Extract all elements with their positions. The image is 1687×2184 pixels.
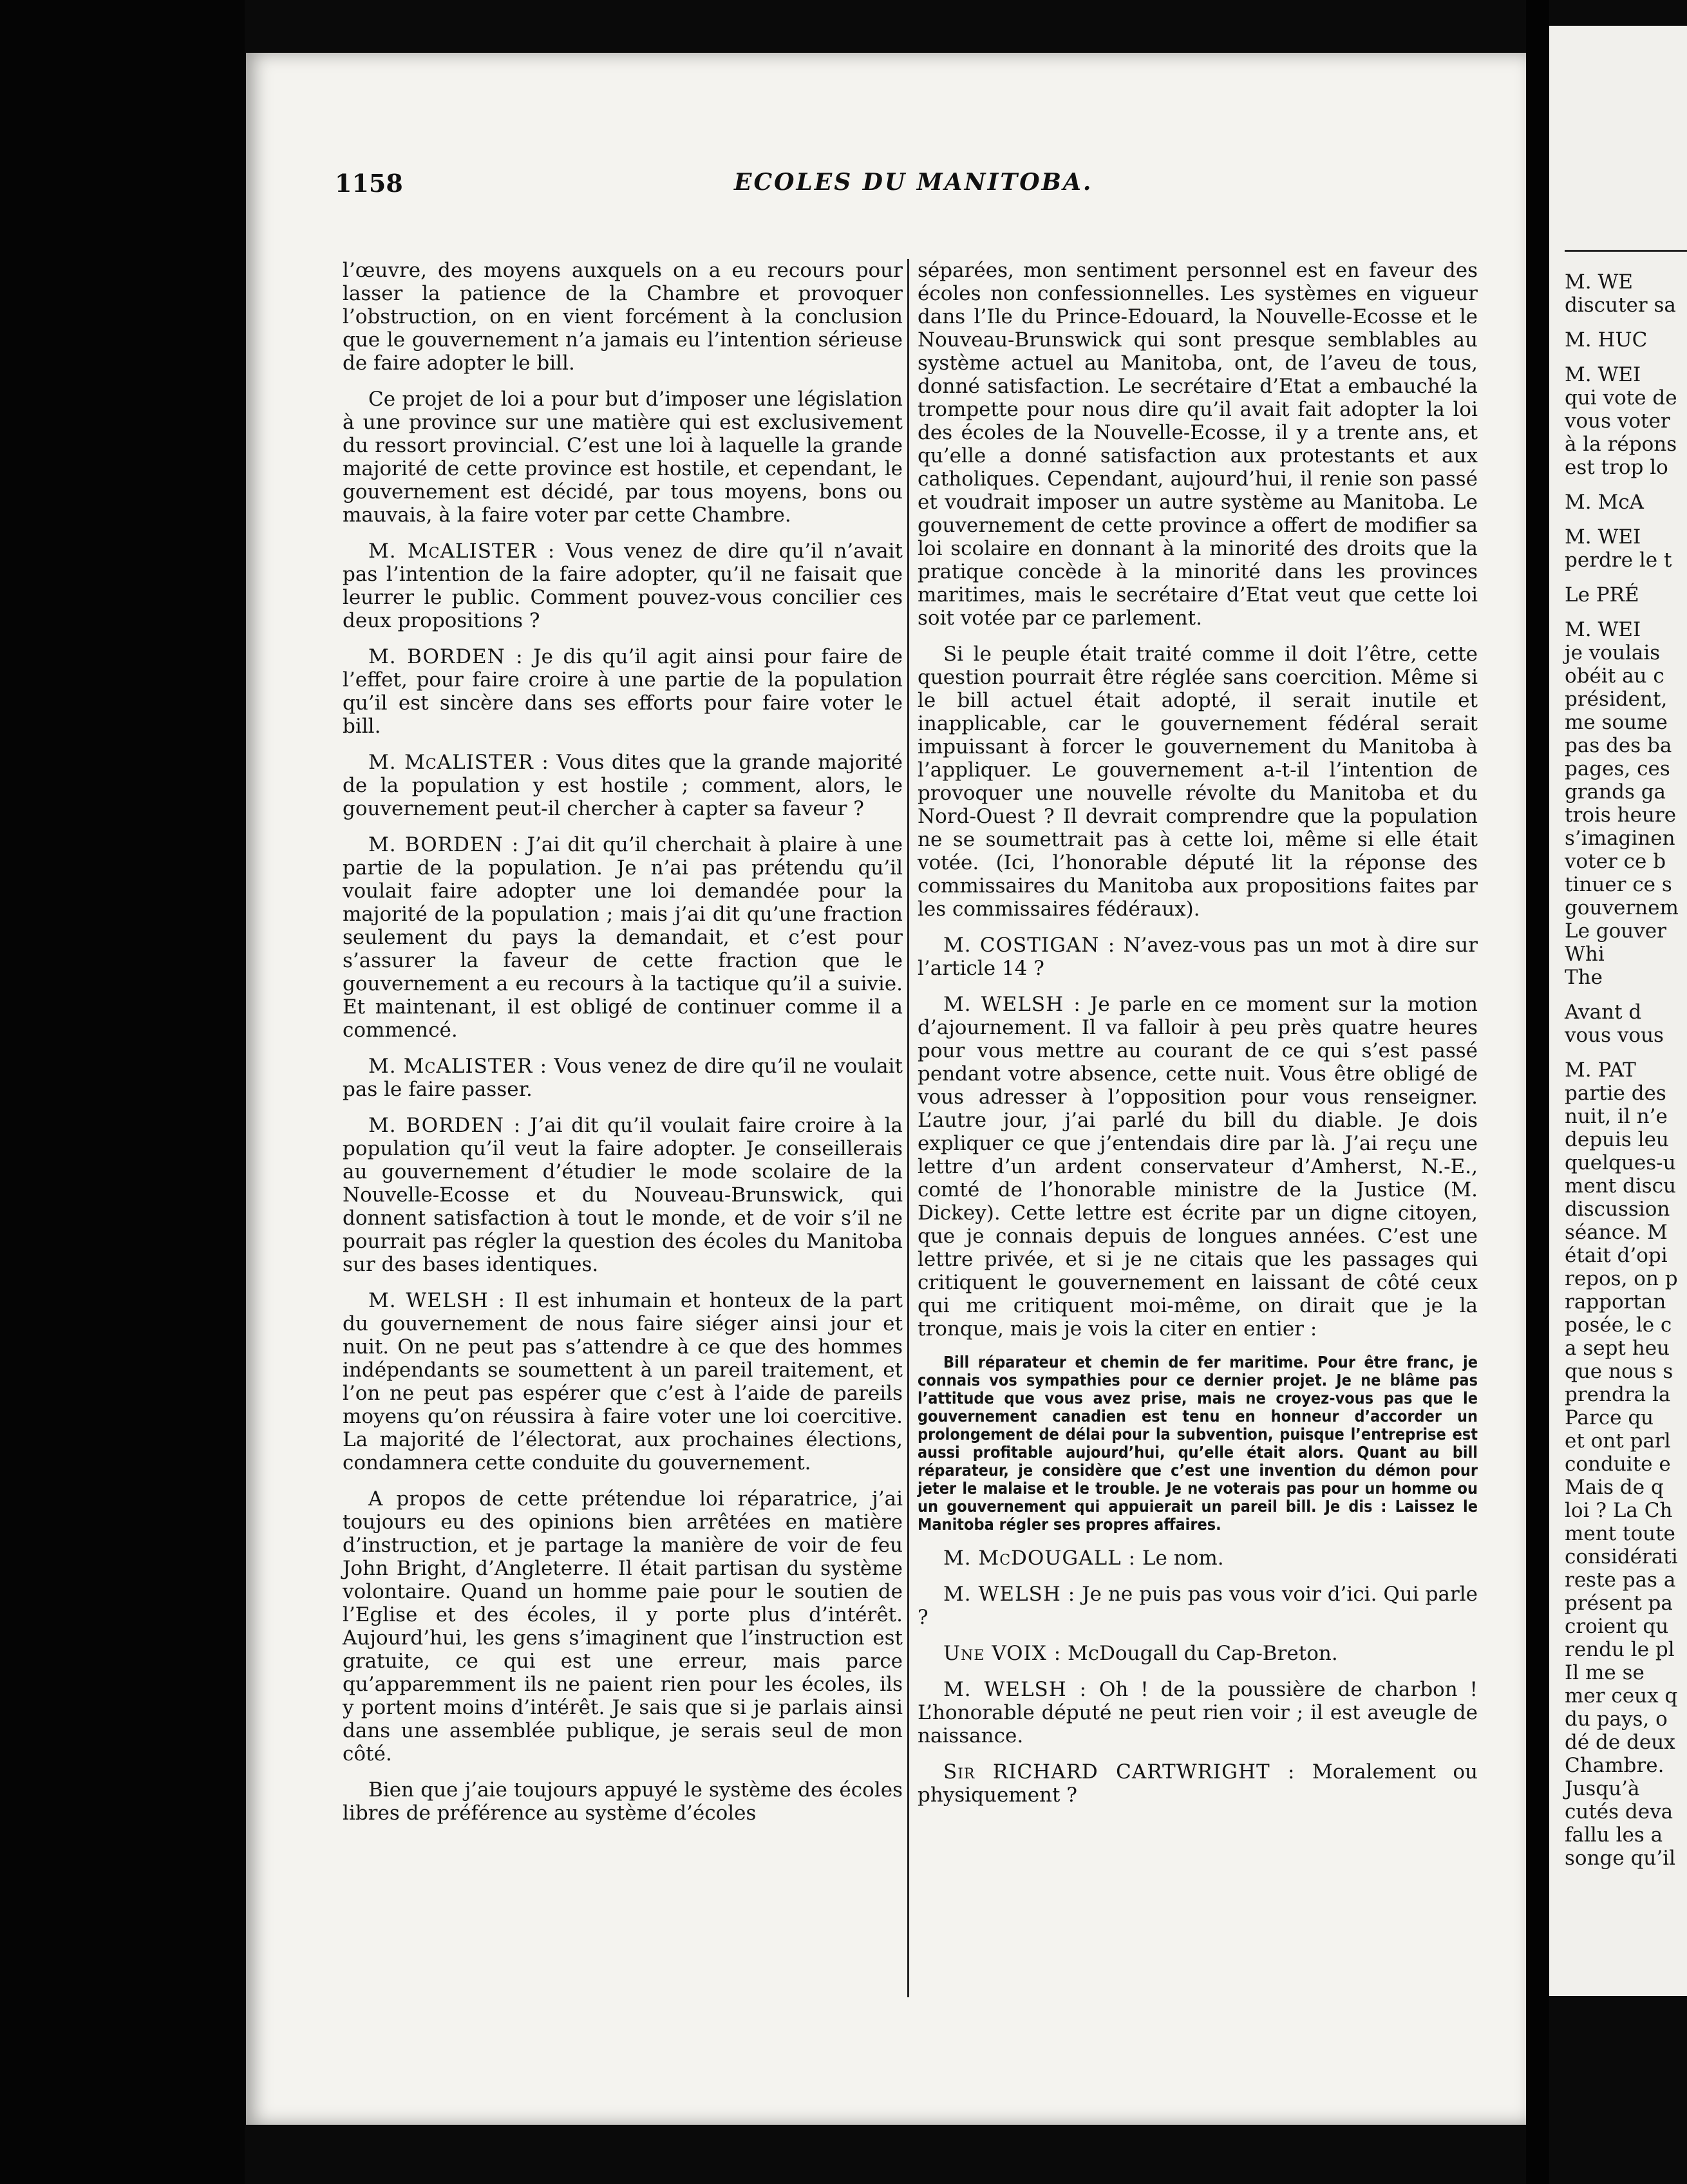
speaker-name: M. McALISTER : bbox=[368, 540, 556, 563]
adjacent-page-line: rendu le pl bbox=[1565, 1638, 1675, 1661]
speaker-name: M. WELSH : bbox=[368, 1289, 506, 1312]
speech-paragraph bbox=[343, 645, 903, 738]
adjacent-page-fragment bbox=[1549, 26, 1687, 1996]
text-paragraph bbox=[343, 1487, 903, 1765]
adjacent-page-line: M. McA bbox=[1565, 491, 1644, 514]
adjacent-page-line: s’imaginen bbox=[1565, 827, 1675, 850]
adjacent-page-line: reste pas a bbox=[1565, 1568, 1676, 1592]
right-column bbox=[918, 259, 1478, 1820]
adjacent-page-line: Mais de q bbox=[1565, 1476, 1664, 1499]
paragraph-text: J’ai dit qu’il voulait faire croire à la population qu’il veut la faire adopter. Je conseillerais au gouvernement d’étudier le mode scolaire de la Nouvelle-Ecosse et du Nouveau-Brunswick, qui donnent satisfaction à tout le monde, et de voir s’il ne pourrait pas régler la question des écoles du Manitoba sur des bases identiques. bbox=[343, 1114, 903, 1276]
adjacent-page-line: M. WEI bbox=[1565, 363, 1641, 386]
speech-paragraph bbox=[343, 540, 903, 632]
adjacent-page-line: tinuer ce s bbox=[1565, 873, 1672, 896]
speaker-name: M. McALISTER : bbox=[368, 1055, 548, 1078]
speaker-name: M. BORDEN : bbox=[368, 833, 520, 856]
adjacent-page-line: M. PAT bbox=[1565, 1059, 1636, 1082]
adjacent-page-line: du pays, o bbox=[1565, 1708, 1668, 1731]
column-divider bbox=[907, 259, 909, 1997]
speech-paragraph bbox=[918, 1678, 1478, 1747]
speaker-name: M. McDOUGALL : bbox=[943, 1547, 1136, 1570]
adjacent-page-line: Le gouver bbox=[1565, 919, 1666, 943]
adjacent-page-line: présent pa bbox=[1565, 1592, 1673, 1615]
adjacent-page-line: loi ? La Ch bbox=[1565, 1499, 1673, 1522]
adjacent-page-line: je voulais bbox=[1565, 641, 1661, 664]
speaker-name: Une VOIX : bbox=[943, 1642, 1062, 1665]
adjacent-page-line: trois heure bbox=[1565, 804, 1677, 827]
adjacent-page-line: Whi bbox=[1565, 943, 1605, 966]
speaker-name: M. WELSH : bbox=[943, 1678, 1088, 1701]
adjacent-page-line: était d’opi bbox=[1565, 1244, 1668, 1267]
speaker-name: Sir RICHARD CARTWRIGHT : bbox=[943, 1760, 1296, 1784]
adjacent-page-line: pages, ces bbox=[1565, 757, 1670, 780]
adjacent-page-line: qui vote de bbox=[1565, 386, 1677, 410]
adjacent-page-line: Le PRÉ bbox=[1565, 583, 1639, 607]
adjacent-page-line: partie des bbox=[1565, 1082, 1666, 1105]
paragraph-text: Je ne puis pas vous voir d’ici. Qui parle ? bbox=[918, 1583, 1478, 1629]
adjacent-page-line: est trop lo bbox=[1565, 456, 1668, 479]
paragraph-text: Bien que j’aie toujours appuyé le système des écoles libres de préférence au système d’écoles bbox=[343, 1778, 903, 1825]
paragraph-text: Si le peuple était traité comme il doit l’être, cette question pourrait être réglée sans coercition. Même si le bill actuel était adopté, il serait inutile et inapplicable, car le gouvernement fédéral serait impuissant à forcer le gouvernement du Manitoba à l’appliquer. Le gouvernement a-t-il l’intention de provoquer une nouvelle révolte du Manitoba et du Nord-Ouest ? Il devrait comprendre que la population ne se soumettrait pas à cette loi, même si elle était votée. (Ici, l’honorable député lit la réponse des commissaires du Manitoba aux propositions faites par les commissaires fédéraux). bbox=[918, 643, 1478, 921]
adjacent-page-line: Avant d bbox=[1565, 1001, 1642, 1024]
adjacent-page-line: me soume bbox=[1565, 711, 1668, 734]
left-column bbox=[343, 259, 903, 1838]
paragraph-text: Le nom. bbox=[1142, 1547, 1224, 1570]
text-paragraph bbox=[918, 259, 1478, 630]
speech-paragraph bbox=[918, 1583, 1478, 1629]
speech-paragraph bbox=[918, 1642, 1478, 1665]
adjacent-page-line: nuit, il n’e bbox=[1565, 1105, 1668, 1128]
text-paragraph bbox=[343, 388, 903, 527]
adjacent-page-line bbox=[1565, 607, 1687, 618]
text-paragraph bbox=[918, 643, 1478, 921]
paragraph-text: Ce projet de loi a pour but d’imposer une législation à une province sur une matière qui est exclusivement du ressort provincial. C’est une loi à laquelle la grande majorité de cette province est hostile, et cependant, le gouvernement est décidé, par tous moyens, bons ou mauvais, à la faire voter par cette Chambre. bbox=[343, 388, 903, 527]
paragraph-text: Moralement ou physiquement ? bbox=[918, 1760, 1478, 1807]
paragraph-text: Vous venez de dire qu’il n’avait pas l’intention de la faire adopter, qu’il ne faisait que leurrer le public. Comment pouvez-vous concilier ces deux propositions ? bbox=[343, 540, 903, 632]
adjacent-page-line: Il me se bbox=[1565, 1661, 1645, 1684]
adjacent-page-line: vous voter bbox=[1565, 410, 1670, 433]
adjacent-page-line bbox=[1565, 572, 1687, 583]
adjacent-page-line: discuter sa bbox=[1565, 294, 1676, 317]
quoted-letter bbox=[918, 1353, 1478, 1534]
adjacent-page-line: considérati bbox=[1565, 1545, 1678, 1568]
adjacent-page-line: a sept heu bbox=[1565, 1337, 1670, 1360]
paragraph-text: N’avez-vous pas un mot à dire sur l’article 14 ? bbox=[918, 934, 1478, 980]
adjacent-page-line: quelques-u bbox=[1565, 1151, 1676, 1174]
speech-paragraph bbox=[918, 934, 1478, 980]
adjacent-page-line: voter ce b bbox=[1565, 850, 1666, 873]
running-head: ECOLES DU MANITOBA. bbox=[734, 169, 1093, 196]
scan-border-left bbox=[0, 0, 245, 2184]
paragraph-text: Je dis qu’il agit ainsi pour faire de l’effet, pour faire croire à une partie de la population qu’il est sincère dans ses efforts pour faire voter le bill. bbox=[343, 645, 903, 738]
page-number: 1158 bbox=[335, 169, 403, 198]
adjacent-page-line: à la répons bbox=[1565, 433, 1677, 456]
adjacent-page-line: songe qu’il bbox=[1565, 1847, 1676, 1870]
adjacent-page-line: croient qu bbox=[1565, 1615, 1669, 1638]
adjacent-page-line bbox=[1565, 1047, 1687, 1059]
adjacent-page-line bbox=[1565, 989, 1687, 1001]
paragraph-text: A propos de cette prétendue loi réparatrice, j’ai toujours eu des opinions bien arrêtées en matière d’instruction, et je partage la manière de voir de feu John Bright, d’Angleterre. Il était partisan du système volontaire. Quand un homme paie pour le soutien de l’Eglise et des écoles, il y porte plus d’intérêt. Aujourd’hui, les gens s’imaginent que l’instruction est gratuite, ce qui est une erreur, mais parce qu’apparemment ils ne paient rien pour les écoles, ils y portent moins d’intérêt. Je sais que si je parlais ainsi dans une assemblée publique, je serais seul de mon côté. bbox=[343, 1487, 903, 1765]
paragraph-text: Il est inhumain et honteux de la part du gouvernement de nous faire siéger ainsi jour et nuit. On ne peut pas s’attendre à ce que des hommes indépendants se soumettent à un pareil traitement, et l’on ne peut pas espérer que c’est à l’aide de pareils moyens qu’on réussira à faire voter une loi coercitive. La majorité de l’électorat, aux prochaines élections, condamnera cette conduite du gouvernement. bbox=[343, 1289, 903, 1474]
adjacent-page-line: M. WEI bbox=[1565, 618, 1641, 641]
speech-paragraph bbox=[343, 833, 903, 1042]
adjacent-page-line: que nous s bbox=[1565, 1360, 1673, 1383]
speaker-name: M. WELSH : bbox=[943, 993, 1081, 1016]
adjacent-page-line: grands ga bbox=[1565, 780, 1666, 804]
adjacent-page-line: The bbox=[1565, 966, 1603, 989]
paragraph-text: Je parle en ce moment sur la motion d’ajournement. Il va falloir à peu près quatre heures pour vous mettre au courant de ce qui s’est passé pendant votre absence, cette nuit. Vous être obligé de vous adresser à l’opposition pour vous renseigner. L’autre jour, j’ai parlé du bill du diable. Je dois expliquer ce que j’entendais dire par là. J’ai reçu une lettre d’un ardent conservateur d’Amherst, N.-E., comté de l’honorable ministre de la Justice (M. Dickey). Cette lettre est écrite par un digne citoyen, que je connais depuis de longues années. C’est une lettre privée, et si je ne citais que les passages qui critiquent le gouvernement en laissant de côté ceux qui me critiquent moi-même, on dirait que je la tronque, mais je vois la citer en entier : bbox=[918, 993, 1478, 1341]
speaker-name: M. COSTIGAN : bbox=[943, 934, 1116, 957]
paragraph-text: Bill réparateur et chemin de fer maritime. Pour être franc, je connais vos sympathies pour ce dernier projet. Je ne blâme pas l’attitude que vous avez prise, mais ne croyez-vous pas que le gouvernement canadien est tenu en honneur d’accorder un prolongement de délai pour la subvention, puisque l’entreprise est aussi profitable aujourd’hui, qu’elle était alors. Quant au bill réparateur, je considère que c’est une invention du démon pour jeter le malaise et le trouble. Je ne voterais pas pour un homme ou un gouvernement qui appuierait un pareil bill. Je dis : Laissez le Manitoba régler ses propres affaires. bbox=[918, 1353, 1478, 1534]
adjacent-page-line: obéit au c bbox=[1565, 664, 1664, 688]
adjacent-page-line: ment toute bbox=[1565, 1522, 1675, 1545]
speech-paragraph bbox=[918, 1547, 1478, 1570]
adjacent-page-line: fallu les a bbox=[1565, 1823, 1663, 1847]
adjacent-page-line: dé de deux bbox=[1565, 1731, 1675, 1754]
adjacent-page-line: séance. M bbox=[1565, 1221, 1668, 1244]
adjacent-page-line: prendra la bbox=[1565, 1383, 1671, 1406]
adjacent-page-line: posée, le c bbox=[1565, 1313, 1672, 1337]
book-gutter bbox=[1526, 0, 1549, 2184]
adjacent-page-line: vous vous bbox=[1565, 1024, 1664, 1047]
text-paragraph bbox=[343, 1778, 903, 1825]
adjacent-page-line: Jusqu’à bbox=[1565, 1777, 1640, 1800]
adjacent-page-line: conduite e bbox=[1565, 1453, 1671, 1476]
speech-paragraph bbox=[343, 751, 903, 820]
adjacent-page-line: Chambre. bbox=[1565, 1754, 1664, 1777]
adjacent-page-line: discussion bbox=[1565, 1198, 1670, 1221]
adjacent-page-line: ment discu bbox=[1565, 1174, 1677, 1198]
adjacent-page-line: M. WEI bbox=[1565, 525, 1641, 549]
paragraph-text: Vous venez de dire qu’il ne voulait pas le faire passer. bbox=[343, 1055, 903, 1101]
paragraph-text: Oh ! de la poussière de charbon ! L’honorable député ne peut rien voir ; il est aveugle de naissance. bbox=[918, 1678, 1478, 1747]
speech-paragraph bbox=[343, 1055, 903, 1101]
paragraph-text: McDougall du Cap-Breton. bbox=[1068, 1642, 1338, 1665]
adjacent-page-line: perdre le t bbox=[1565, 549, 1672, 572]
speaker-name: M. WELSH : bbox=[943, 1583, 1076, 1606]
adjacent-page-line: depuis leu bbox=[1565, 1128, 1669, 1151]
speaker-name: M. McALISTER : bbox=[368, 751, 549, 774]
speech-paragraph bbox=[343, 1114, 903, 1276]
speech-paragraph bbox=[918, 993, 1478, 1341]
adjacent-page-line: M. HUC bbox=[1565, 328, 1648, 352]
speaker-name: M. BORDEN : bbox=[368, 1114, 522, 1137]
speech-paragraph bbox=[343, 1289, 903, 1474]
adjacent-page-line: et ont parl bbox=[1565, 1429, 1671, 1453]
adjacent-page-line: cutés deva bbox=[1565, 1800, 1673, 1823]
paragraph-text: séparées, mon sentiment personnel est en faveur des écoles non confessionnelles. Les systèmes en vigueur dans l’Ile du Prince-Edouard, la Nouvelle-Ecosse et le Nouveau-Brunswick qui sont presque semblables au système actuel au Manitoba, ont, de l’aveu de tous, donné satisfaction. Le secrétaire d’Etat a embauché la trompette pour nous dire qu’il avait fait adopter la loi des écoles de la Nouvelle-Ecosse, il y a trente ans, et qu’elle a donné satisfaction aux protestants et aux catholiques. Cependant, aujourd’hui, il renie son passé et voudrait imposer un autre système au Manitoba. Le gouvernement de cette province a offert de modifier sa loi scolaire en donnant à la minorité des droits que la pratique concède à la minorité dans les provinces maritimes, mais le secrétaire d’Etat veut que cette loi soit votée par ce parlement. bbox=[918, 259, 1478, 630]
paragraph-text: Vous dites que la grande majorité de la population y est hostile ; comment, alors, le gouvernement peut-il chercher à capter sa faveur ? bbox=[343, 751, 903, 820]
adjacent-page-line: président, bbox=[1565, 688, 1668, 711]
adjacent-page-line bbox=[1565, 479, 1687, 491]
adjacent-page-line: Parce qu bbox=[1565, 1406, 1654, 1429]
adjacent-page-line: M. WE bbox=[1565, 270, 1633, 294]
adjacent-page-line bbox=[1565, 352, 1687, 363]
adjacent-page-line: mer ceux q bbox=[1565, 1684, 1678, 1708]
adjacent-page-line bbox=[1565, 514, 1687, 525]
adjacent-page-line: rapportan bbox=[1565, 1290, 1666, 1313]
adjacent-page-header-rule bbox=[1565, 250, 1687, 252]
paragraph-text: l’œuvre, des moyens auxquels on a eu recours pour lasser la patience de la Chambre et provoquer l’obstruction, on en vient forcément à la conclusion que le gouvernement n’a jamais eu l’intention sérieuse de faire adopter le bill. bbox=[343, 259, 903, 375]
adjacent-page-line bbox=[1565, 317, 1687, 328]
paragraph-text: J’ai dit qu’il cherchait à plaire à une partie de la population. Je n’ai pas prétendu qu’il voulait faire adopter une loi demandée pour la majorité de la population ; mais j’ai dit qu’une fraction seulement du pays la demandait, et c’est pour s’assurer la faveur de cette fraction que le gouvernement a eu recours à la tactique qu’il a suivie. Et maintenant, il est obligé de continuer comme il a commencé. bbox=[343, 833, 903, 1042]
page-header bbox=[335, 165, 1481, 203]
adjacent-page-line: pas des ba bbox=[1565, 734, 1672, 757]
text-paragraph bbox=[343, 259, 903, 375]
speaker-name: M. BORDEN : bbox=[368, 645, 523, 668]
adjacent-page-line: repos, on p bbox=[1565, 1267, 1678, 1290]
speech-paragraph bbox=[918, 1760, 1478, 1807]
adjacent-page-line: gouvernem bbox=[1565, 896, 1679, 919]
adjacent-page-text bbox=[1565, 270, 1687, 1870]
